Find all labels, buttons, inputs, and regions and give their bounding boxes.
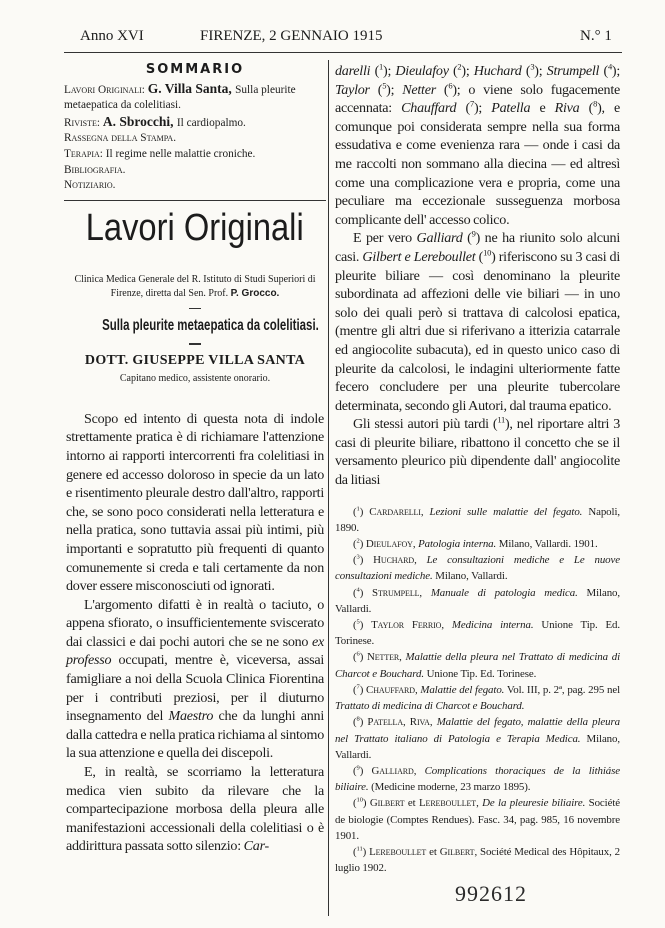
footnote-ref: 3 [530,61,535,72]
footnote-ref: 2 [356,537,360,545]
text-run: ); [386,81,403,98]
text-run: ) riferiscono su 3 casi di pleurite biliare — così denominano la pleurite subordinata ad affezioni delle vie biliari — in uno solo dei quali però si trattava di calcolosi epatica, (mentre gli altri due si riferivano a itterizia catarrale ed angiocolite subacuta), ed in questo unico caso di pleurite da calcolosi, le indagini ulteriormente fatte fecero concludere per una pleurite tubercolare determinata, secondo gli Autori, dal trauma epatico. [335,248,621,414]
footnote-ref: 4 [607,61,612,72]
header-rule [64,52,622,53]
text-run: e [530,100,555,117]
italic-run: Complications thoraciques de la lithiáse biliaire. [335,764,620,794]
article-title-wrap [64,316,326,336]
text-run: ( [353,619,357,632]
left-column-text [66,410,324,856]
affiliation-text: Clinica Medica Generale del R. Istituto di Studi Superiori di Firenze, diretta dal Sen. Prof. [74,273,316,299]
italic-run: Malattie del fegato. [420,683,505,696]
paragraph [66,763,324,856]
text-run: ) [359,619,372,632]
footnote [335,763,620,795]
text-run: ); [461,63,474,79]
text-run: ( [353,716,357,729]
text-run: ( [456,100,470,117]
text-run: , [441,619,452,632]
text-run: , [419,586,431,599]
italic-run: Manuale di patologia medica. [430,586,578,599]
toc-text: Sulla pleurite metaepatica da colelitiasi. [64,83,296,112]
text-run: Milano, Vallardi. 1901. [496,538,598,551]
toc-label: Bibliografia. [64,163,126,176]
author-smallcaps: Netter [367,651,400,664]
table-of-contents [64,62,326,194]
toc-item [64,163,326,179]
text-run: ), e comunque poi considerata sempre nella sua forma essudativa e come evenienza rara — onde i casi da me raccolti non sommano alla diecina — ed altresì come una complicazione vera e propria, come una peculiare ma eccezionale susseguenza morbosa complicante dell' accesso colico. [335,100,621,228]
text-run: Unione Tip. Ed. Torinese. [423,667,537,680]
text-run: E, in realtà, se scorriamo la letteratura medica vien subito da rilevare che la compartecipazione morbosa della pleura alle manifestazioni accessionali della colelitiasi o è addirittura passata sotto silenzio: [66,764,324,855]
toc-label: Notiziario. [64,179,116,192]
text-run: , [414,683,421,696]
italic-run: Gilbert e Lereboullet [362,248,476,265]
text-run: ( [353,683,357,696]
text-run: Scopo ed intento di questa nota di indole strettamente pratica è di richiamare l'attenzione intorno ai rapporti intercorrenti fra colelitiasi in genere ed accesso doloroso in specie da un lato e risentimento pleurale destro dall'altro, rapporti che, se sono poco considerati nella letteratura e nella pratica, sono tuttavia assai più intimi, più importanti e sopratutto più frequenti di quanto comunemente si creda e tali certamente da non dover essere misconosciuti od ignorati. [66,410,324,595]
text-run: E per vero [353,230,417,247]
right-column [335,62,620,928]
toc-item [64,131,326,147]
text-run: ( [353,651,357,664]
footnote-ref: 6 [448,79,453,90]
text-run: ) [359,538,366,551]
separator-dash [189,308,201,310]
text-run: ) [359,716,368,729]
italic-run: ex professo [66,633,324,669]
text-run: ( [448,63,458,79]
footnote-ref: 6 [356,650,360,658]
text-run: ( [353,586,357,599]
text-run: ) [359,505,370,518]
italic-run: De la pleuresie biliaire. [482,797,586,810]
footnote [335,682,620,714]
italic-run: Medicina interna. [451,619,534,632]
issue-number: N.° 1 [580,28,612,44]
text-run: ( [475,248,484,265]
text-run: ( [369,81,383,98]
footnote [335,552,620,584]
author-smallcaps: Dieulafoy [365,538,413,551]
italic-run: Strumpell [546,63,600,79]
footnote [335,536,620,552]
text-run: ) [359,586,373,599]
text-run: , Société Medical des Hôpitaux, 2 luglio 1902. [335,845,620,875]
text-run: , [429,716,437,729]
author-smallcaps: Huchard [373,554,415,567]
author-smallcaps: Chauffard [366,683,415,696]
toc-text: Il regime nelle malattie croniche. [105,147,256,160]
toc-label: Lavori Originali: [64,83,148,96]
footnote-ref: 4 [356,586,360,594]
footnote-ref: 10 [356,796,363,804]
text-run: et [404,797,419,810]
author-role: Capitano medico, assistente onorario. [119,372,271,384]
affiliation [64,273,326,301]
author-smallcaps: Gilbert [439,845,475,858]
author-smallcaps: Gilbert [369,797,405,810]
text-run: ( [353,797,357,810]
footnote-ref: 7 [469,98,474,109]
toc-title: SOMMARIO [145,62,245,77]
toc-author: G. Villa Santa, [147,80,236,96]
place-date: FIRENZE, 2 GENNAIO 1915 [200,28,383,44]
author-name: DOTT. GIUSEPPE VILLA SANTA [84,352,306,368]
text-run: ( [579,100,594,117]
footnote [335,844,620,876]
italic-run: Patella [491,100,531,117]
paragraph [335,415,620,489]
text-run: ( [599,63,608,79]
footnote-ref: 3 [356,553,360,561]
author-smallcaps: Galliard [371,764,414,777]
italic-run: Taylor [335,81,370,98]
text-run: ) [362,845,370,858]
footnote [335,649,620,681]
text-run: , [414,554,427,567]
article-title: Sulla pleurite metaepatica da colelitiasi. [102,317,319,335]
italic-run: Dieulafoy [395,63,449,79]
toc-text: Il cardiopalmo. [176,116,246,129]
footnote-ref: 2 [457,61,462,72]
italic-run: Maestro [168,708,214,725]
paragraph [335,62,620,229]
footnote-ref: 1 [379,61,383,72]
column-divider [328,60,329,916]
text-run: ( [353,845,357,858]
text-run: Milano, Vallardi. [432,570,508,583]
italic-run: Netter [402,81,436,98]
footnote-ref: 8 [593,98,598,109]
text-run: , [420,505,430,518]
text-run: ) [359,554,374,567]
footnote-ref: 11 [497,414,505,425]
text-run: ( [370,63,380,79]
text-run: ( [353,554,357,567]
text-run: ); [383,63,396,79]
author-smallcaps: Strumpell [372,586,420,599]
footnote-ref: 5 [356,618,360,626]
italic-run: Le consultazioni mediche e Le nuove consultazioni mediche. [335,554,620,583]
toc-item [64,81,326,114]
footnote [335,504,620,536]
text-run: Unione Tip. Ed. Torinese. [335,619,621,648]
paragraph [66,596,324,763]
italic-run: Malattie della pleura nel Trattato di medicina di Charcot e Bouchard. [335,651,621,680]
right-column-text [335,62,620,490]
text-run: Milano, Vallardi. [335,586,621,615]
text-run: Milano, Vallardi. [335,732,620,761]
author-smallcaps: Lereboullet [369,845,427,858]
text-run: , [476,797,483,810]
text-run: ( [353,505,357,518]
italic-run: Chauffard [401,100,457,117]
text-run: ); [534,63,547,79]
text-run: Société de biologie (Comptes Rendues). Fasc. 34, pag. 985, 16 novembre 1901. [335,797,620,842]
text-run: , [399,651,406,664]
footnote-ref: 10 [483,247,492,258]
toc-item [64,147,326,163]
footnote-ref: 9 [471,228,476,239]
toc-item [64,178,326,194]
text-run: ( [353,538,357,551]
director-name: P. Grocco. [230,287,280,299]
text-run: Gli stessi autori più tardi ( [353,416,498,433]
footnote-ref: 5 [382,79,387,90]
text-run: ) [362,797,370,810]
footnote [335,617,620,649]
footnote [335,795,620,844]
text-run: ); o viene solo fugacemente accennata: [335,81,621,117]
left-column [64,62,326,856]
author-smallcaps: Cardarelli [369,505,421,518]
italic-run: Car- [243,838,269,855]
separator-dash [189,343,201,345]
italic-run: Patologia interna. [418,538,497,551]
footnote-ref: 9 [356,764,360,772]
section-title-wrap [64,205,326,251]
author-smallcaps: Lereboullet [418,797,477,810]
toc-label: Riviste: [64,116,103,129]
footnote-ref: 7 [356,683,360,691]
text-run: (Medicine moderne, 23 marzo 1895). [368,781,531,794]
text-run: ), nel riportare altri 3 casi di pleurite biliare, ribattono il concetto che se il versamento pleurico più dipendente dall' angiocolite da litiasi [335,416,620,489]
text-run: ) ne ha riunito solo alcuni casi. [335,230,620,265]
footnote-ref: 11 [356,845,363,853]
footnote-ref: 1 [356,505,360,513]
text-run: ( [435,81,449,98]
text-run: ); [611,63,621,79]
text-run: ( [353,764,357,777]
italic-run: Galliard [416,230,463,247]
text-run: che da lunghi anni dalla cattedra e nella pratica richiama al sintomo la sua attenzione e quella dei discepoli. [66,708,324,762]
library-stamp-number: 992612 [455,881,527,907]
paragraph [335,229,620,415]
text-run: , [412,538,419,551]
italic-run: Lezioni sulle malattie del fegato. [429,505,583,518]
volume-label: Anno XVI [80,28,144,44]
text-run: L'argomento difatti è in realtà o taciuto, o appena sfiorato, o insufficientemente sviscerato dai classici e dai pochi autori che se ne sono [66,596,324,650]
italic-run: Malattie del fegato, malattie della pleura nel Trattato italiano di Patologia e Terapia Medica. [335,716,620,745]
footnotes [335,504,620,877]
toc-rule [64,200,326,201]
toc-label: Terapia: [64,147,106,160]
text-run: occupati, mentre è, viceversa, assai famigliare a noi della Scuola Clinica Fiorentina per i contributi preziosi, per il diuturno insegnamento del [66,652,324,725]
text-run: Vol. III, p. 2ª, pag. 295 nel [504,683,621,696]
footnote [335,585,620,617]
section-title: Lavori Originali [86,206,304,249]
italic-run: darelli [335,63,371,79]
text-run: et [426,845,440,858]
text-run: ) [359,651,367,664]
author-smallcaps: Taylor Ferrio [371,619,442,632]
text-run: , [413,764,425,777]
italic-run: Trattato di medicina di Charcot e Bouchard. [335,700,525,713]
text-run: Napoli, 1890. [335,505,621,534]
footnote [335,714,620,763]
text-run: ) [359,764,372,777]
text-run: ( [521,63,531,79]
paragraph [66,410,324,596]
toc-items [64,81,326,194]
toc-label: Rassegna della Stampa. [64,132,177,145]
toc-item [64,114,326,132]
text-run: ); [473,100,492,117]
italic-run: Huchard [473,63,522,79]
author-smallcaps: Patella, Riva [367,716,430,729]
footnote-ref: 8 [356,715,360,723]
text-run: ( [462,230,472,247]
text-run: ) [359,683,367,696]
toc-author: A. Sbrocchi, [102,113,177,129]
running-header [72,28,627,48]
italic-run: Riva [554,100,580,117]
